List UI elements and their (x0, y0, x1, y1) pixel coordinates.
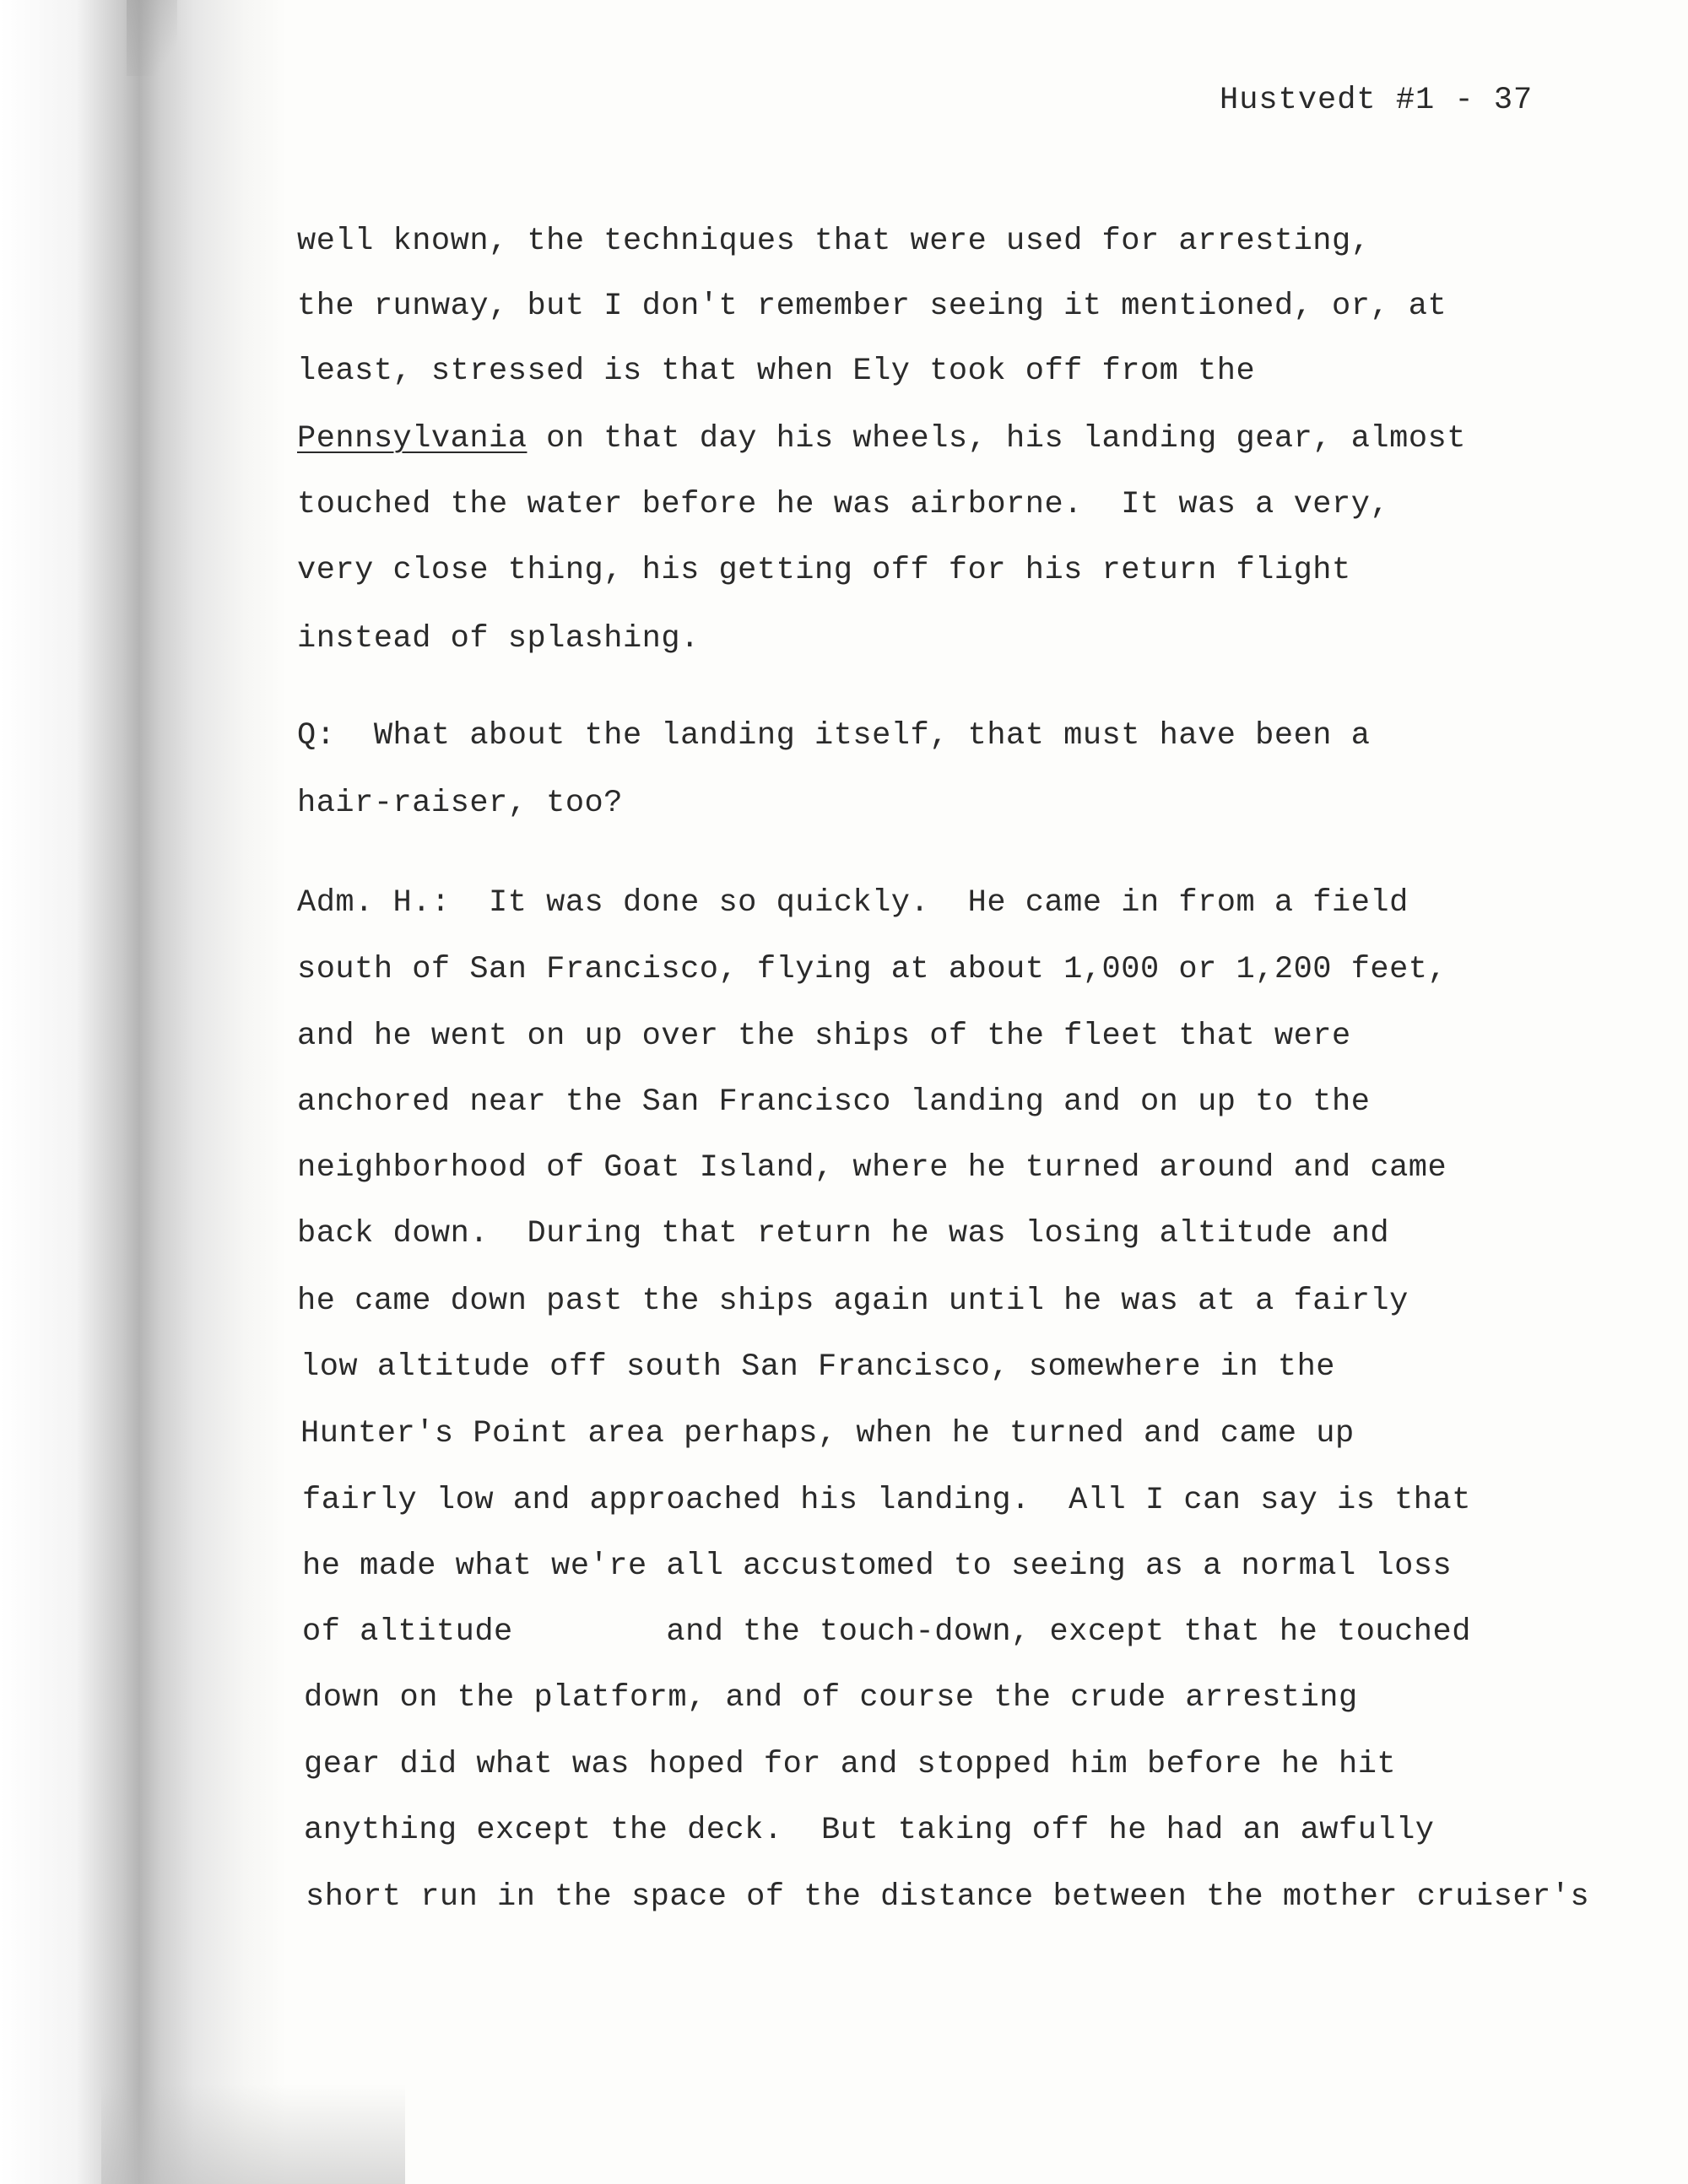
text-line: he made what we're all accustomed to seeing as a normal loss (302, 1549, 1453, 1584)
text-line: of altitude and the touch-down, except that he touched (302, 1614, 1471, 1650)
text-line: fairly low and approached his landing. All I can say is that (302, 1483, 1471, 1518)
text-line: south of San Francisco, flying at about 1,000 or 1,200 feet, (297, 952, 1447, 987)
text-line: anchored near the San Francisco landing and on up to the (297, 1084, 1371, 1120)
text-line: Hunter's Point area perhaps, when he turned and came up (300, 1416, 1355, 1451)
text-line: down on the platform, and of course the crude arresting (304, 1680, 1358, 1716)
text-line: instead of splashing. (297, 621, 700, 657)
text-line: very close thing, his getting off for his return flight (297, 553, 1351, 588)
text-line: least, stressed is that when Ely took off from the (297, 354, 1256, 389)
binding-shadow (0, 0, 287, 2184)
text-line: low altitude off south San Francisco, somewhere in the (300, 1349, 1335, 1385)
text-line: touched the water before he was airborne. It was a very, (297, 487, 1390, 522)
text-fragment: on that day his wheels, his landing gear, almost (527, 421, 1466, 457)
binding-edge-bottom (101, 2084, 405, 2184)
text-line (297, 419, 1466, 459)
text-line: hair-raiser, too? (297, 786, 623, 821)
text-line: anything except the deck. But taking off he had an awfully (304, 1813, 1435, 1848)
text-line: well known, the techniques that were used for arresting, (297, 224, 1371, 259)
binding-edge-top (127, 0, 177, 76)
text-line: Q: What about the landing itself, that must have been a (297, 718, 1371, 754)
text-line: and he went on up over the ships of the fleet that were (297, 1019, 1351, 1054)
text-line: Adm. H.: It was done so quickly. He came in from a field (297, 885, 1409, 921)
text-line: gear did what was hoped for and stopped him before he hit (304, 1747, 1397, 1782)
text-line: he came down past the ships again until he was at a fairly (297, 1284, 1409, 1319)
text-line: neighborhood of Goat Island, where he turned around and came (297, 1150, 1447, 1186)
text-line: short run in the space of the distance between the mother cruiser's (306, 1879, 1590, 1915)
page-header: Hustvedt #1 - 37 (1220, 83, 1534, 118)
text-line: back down. During that return he was losing altitude and (297, 1216, 1390, 1251)
ship-name: Pennsylvania (297, 421, 528, 457)
text-line: the runway, but I don't remember seeing it mentioned, or, at (297, 289, 1447, 324)
